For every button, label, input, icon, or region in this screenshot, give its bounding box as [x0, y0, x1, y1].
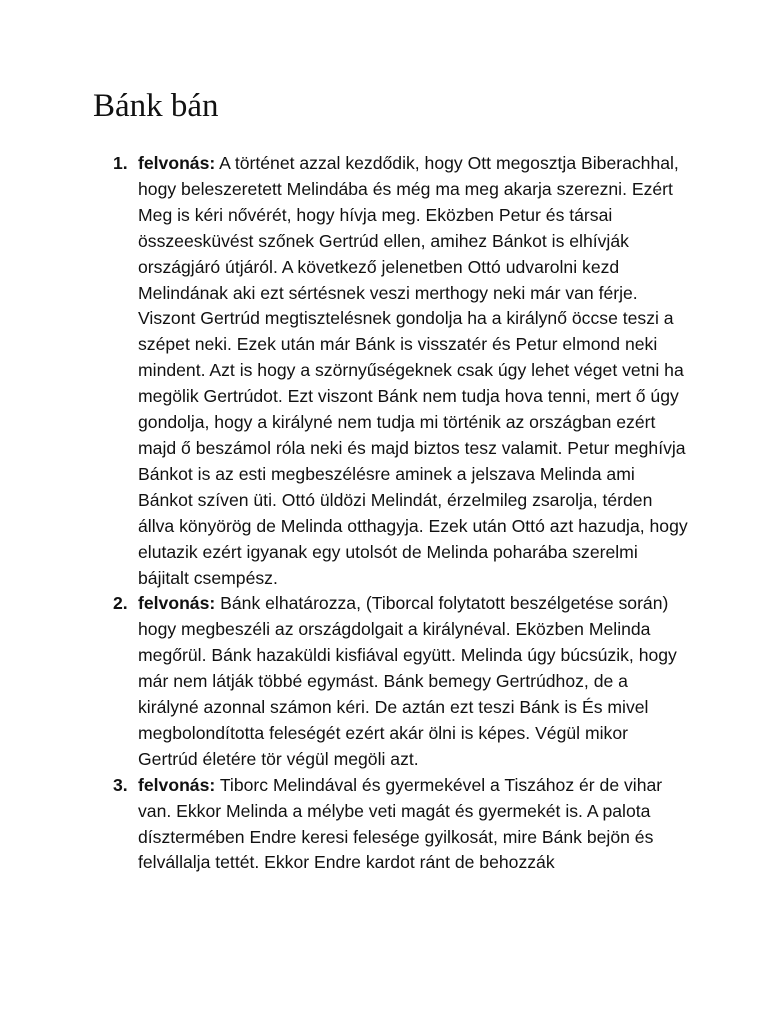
act-label: felvonás:	[138, 153, 216, 173]
act-item-1	[108, 151, 688, 591]
act-paragraph	[138, 591, 688, 772]
act-number: 3.	[113, 774, 128, 795]
act-number: 2.	[113, 593, 128, 614]
act-label: felvonás:	[138, 774, 216, 795]
act-text: A történet azzal kezdődik, hogy Ott megosztja Biberachhal, hogy beleszeretett Melindába és még ma meg akarja szerezni. Ezért Meg is kéri nővérét, hogy hívja meg. Eközben Petur és társai összeesküvést szőnek Gertrúd ellen, amihez Bánkot is elhívják országjáró útjáról. A következő jelenetben Ottó udvarolni kezd Melindának aki ezt sértésnek veszi merthogy neki már van férje. Viszont Gertrúd megtisztelésnek gondolja ha a királynő öccse teszi a szépet neki. Ezek után már Bánk is visszatér és Petur elmond neki mindent. Azt is hogy a szörnyűségeknek csak úgy lehet véget vetni ha megölik Gertrúdot. Ezt viszont Bánk nem tudja hova tenni, mert ő úgy gondolja, hogy a királyné nem tudja mi történik az országban ezért majd ő beszámol róla neki és majd biztos tesz valamit. Petur meghívja Bánkot is az esti megbeszélésre aminek a jelszava Melinda ami Bánkot szíven üti. Ottó üldözi Melindát, érzelmileg zsarolja, térden állva könyörög de Melinda otthagyja. Ezek után Ottó azt hazudja, hogy elutazik ezért igyanak egy utolsót de Melinda poharába szerelmi bájitalt csempész.	[138, 153, 688, 588]
act-item-3	[108, 773, 688, 877]
act-paragraph	[138, 151, 688, 591]
act-label: felvonás:	[138, 593, 216, 614]
act-item-2	[108, 591, 688, 772]
acts-list	[108, 151, 688, 876]
act-number: 1.	[113, 153, 128, 173]
act-text: Tiborc Melindával és gyermekével a Tiszához ér de vihar van. Ekkor Melinda a mélybe veti magát és gyermekét is. A palota dísztermében Endre keresi felesége gyilkosát, mire Bánk bejön és felvállalja tettét. Ekkor Endre kardot ránt de behozzák	[138, 774, 663, 873]
act-paragraph	[138, 773, 688, 877]
act-text: Bánk elhatározza, (Tiborcal folytatott beszélgetése során) hogy megbeszéli az országdolgait a királynéval. Eközben Melinda megőrül. Bánk hazaküldi kisfiával együtt. Melinda úgy búcsúzik, hogy már nem látják többé egymást. Bánk bemegy Gertrúdhoz, de a királyné azonnal számon kéri. De aztán ezt teszi Bánk is És mivel megbolondította feleségét ezért akár ölni is képes. Végül mikor Gertrúd életére tör végül megöli azt.	[138, 593, 677, 769]
document-title: Bánk bán	[93, 88, 219, 124]
